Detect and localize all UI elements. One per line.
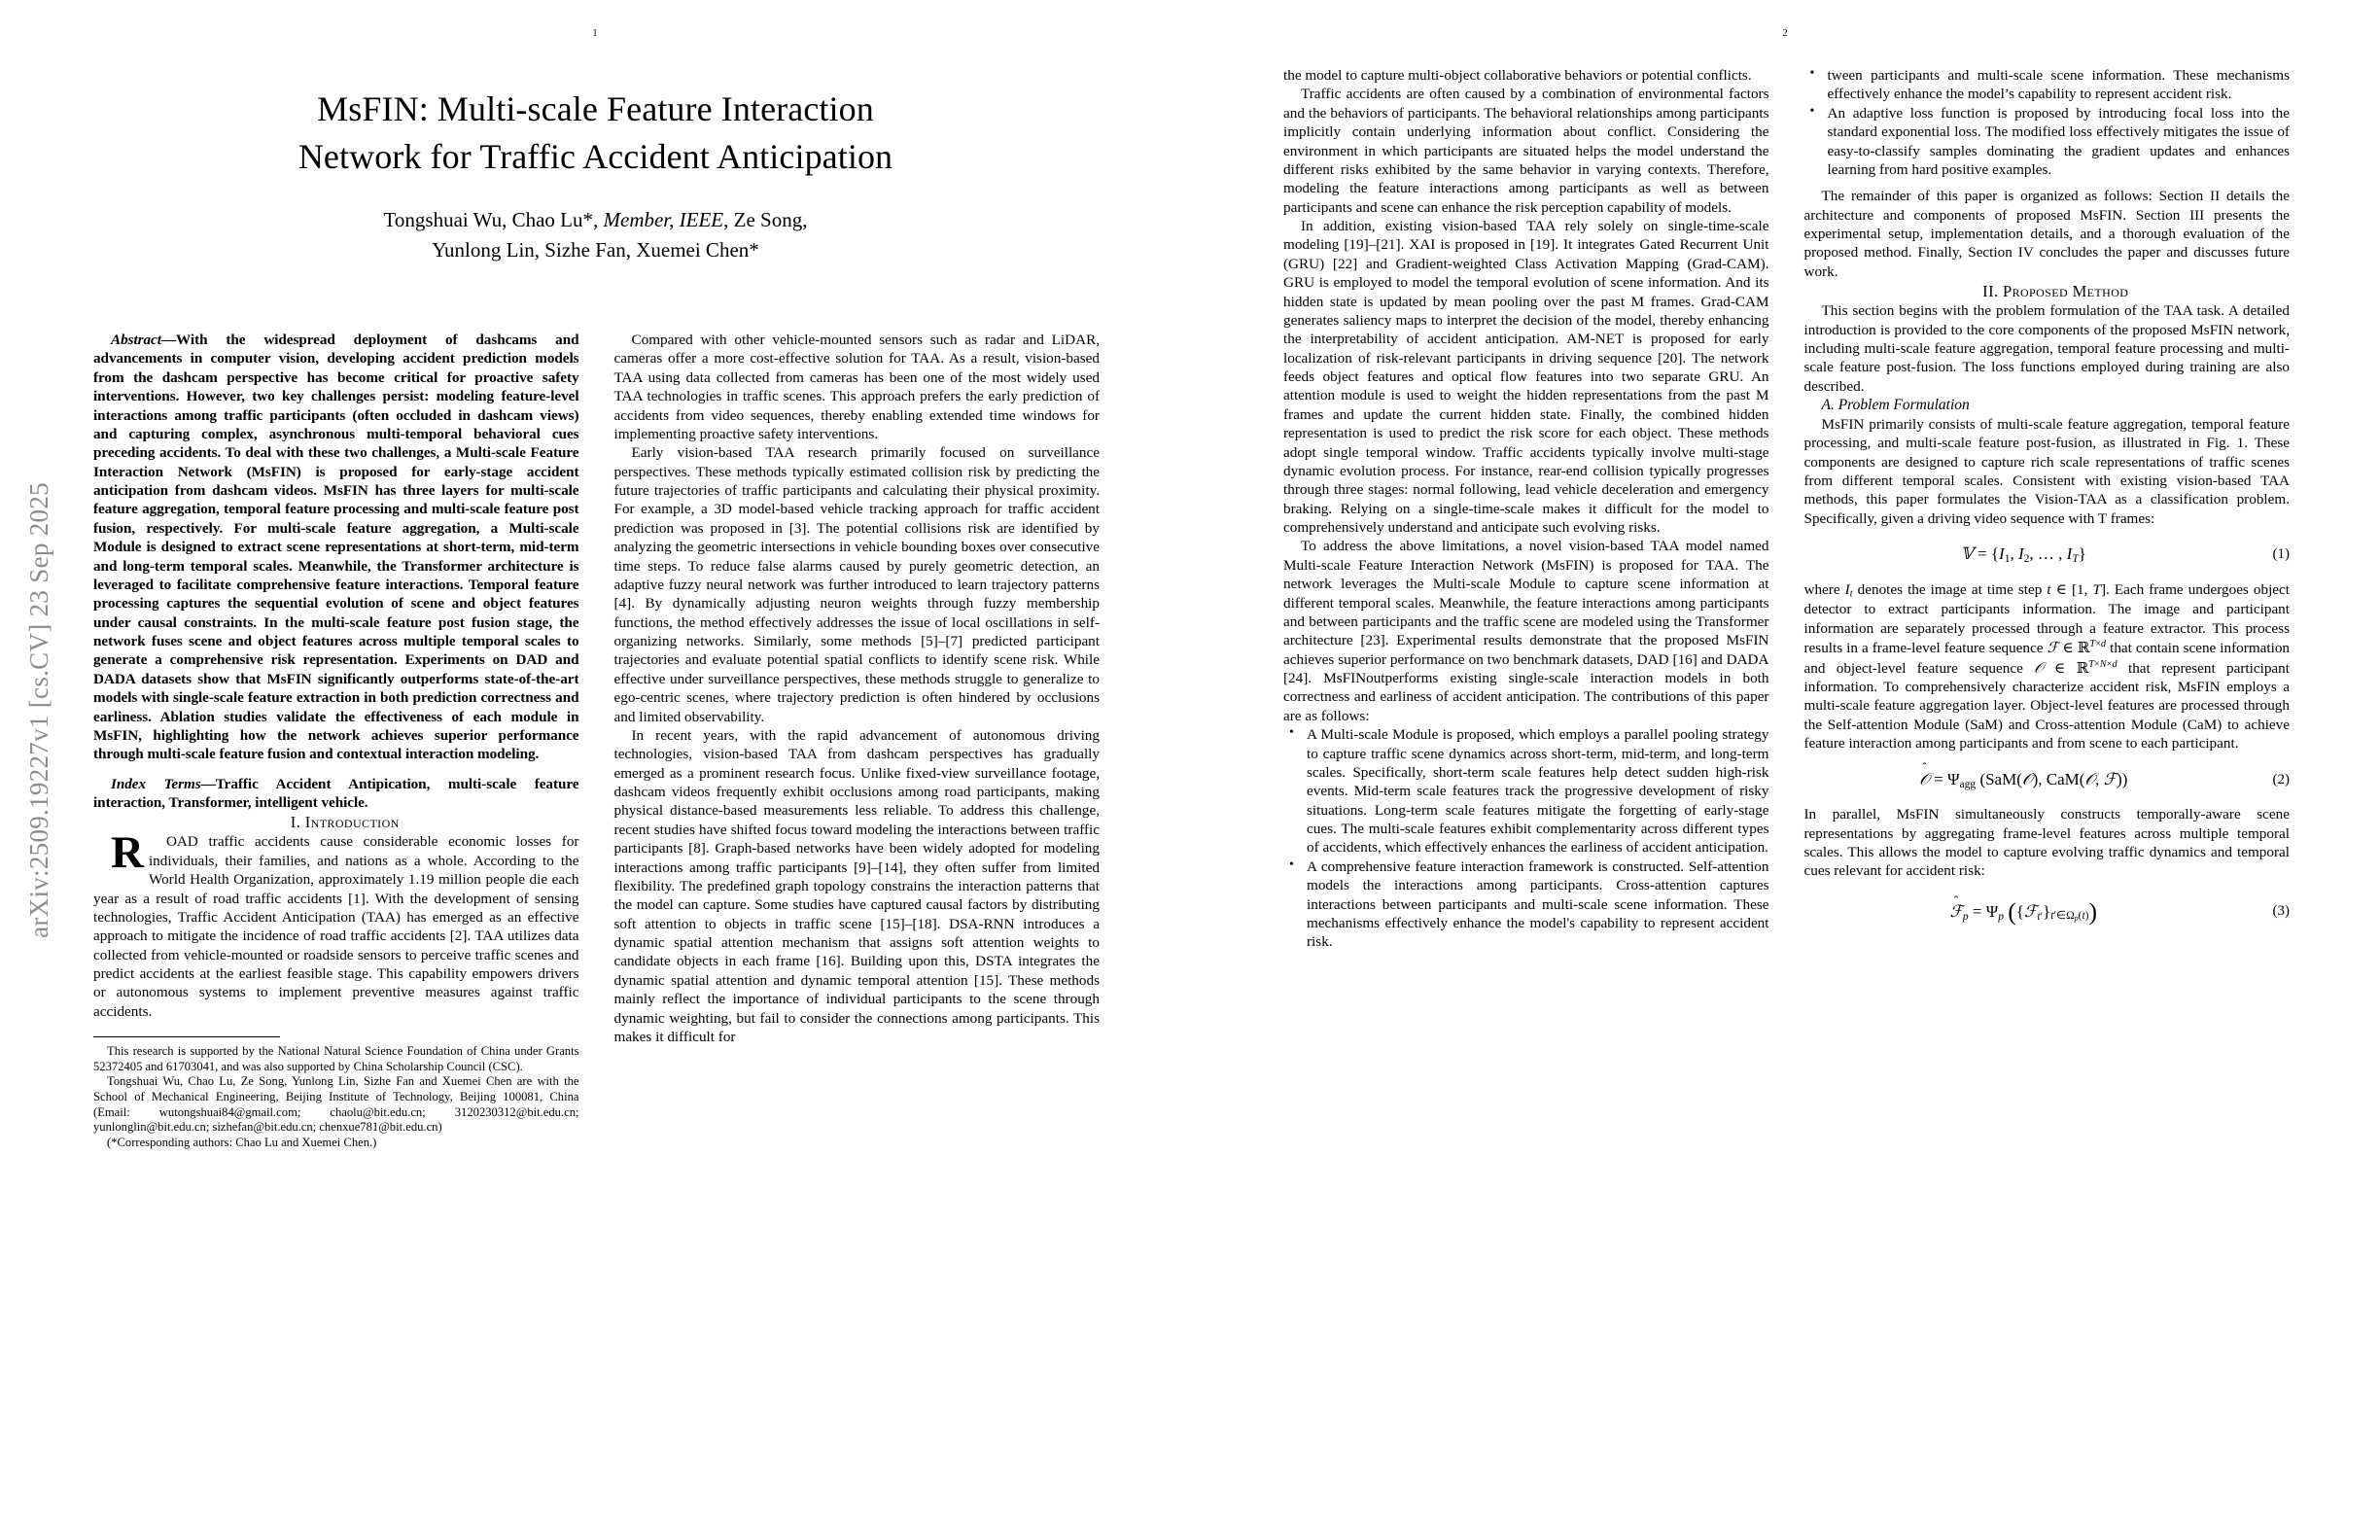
abstract-paragraph bbox=[93, 331, 579, 764]
index-terms-paragraph bbox=[93, 775, 579, 813]
p2-right-paragraph-3: MsFIN primarily consists of multi-scale feature aggregation, temporal feature processing, and multi-scale feature post-fusion, as illustrated in Fig. 1. These components are designed to capture rich scale representations of traffic scenes from different temporal scales. Consistent with existing vision-based TAA methods, this paper formulates the Vision-TAA as a classification problem. Specifically, given a driving video sequence with T frames: bbox=[1803, 415, 2290, 527]
p2-right-paragraph-2: This section begins with the problem formulation of the TAA task. A detailed introduction is provided to the core components of the proposed MsFIN network, including multi-scale feature aggregation, temporal feature processing and multi-scale feature post-fusion. The loss functions employed during training are also described. bbox=[1803, 302, 2290, 395]
equation-1 bbox=[1804, 543, 2291, 567]
footnote-block bbox=[93, 1044, 579, 1150]
equation-2 bbox=[1804, 769, 2291, 792]
equation-2-body: 𝒪 = $\Psi_{agg}$ (SaM(𝒪), CaM(𝒪, ℱ)) bbox=[1919, 769, 2128, 790]
equation-3-body: ℱ$_p$ = $\Psi_p$ $(\{ℱ_{t'}\}_{t'\in\Omega_p(t)})$ bbox=[1949, 896, 2098, 926]
equation-1-body: 𝕍 = {$I_1$, $I_2$, … , $I_T$} bbox=[1960, 544, 2086, 565]
author-line-1 bbox=[117, 205, 1074, 234]
section-heading-proposed-method: II. Proposed Method bbox=[1982, 282, 2129, 301]
page-number-2: 2 bbox=[1782, 27, 1788, 39]
intro-paragraph-1 bbox=[93, 827, 579, 1021]
paper-title-line-2: Network for Traffic Accident Anticipation bbox=[298, 136, 893, 176]
paper-title-line-1: MsFIN: Multi-scale Feature Interaction bbox=[317, 89, 874, 128]
p2-left-paragraph-1: the model to capture multi-object collaborative behaviors or potential conflicts. bbox=[1283, 67, 1752, 84]
p1-right-paragraph-2: Early vision-based TAA research primarily focused on surveillance perspectives. These methods typically estimated collision risk by predicting the future trajectories of traffic participants and calculating their physical proximity. For example, a 3D model-based vehicle tracking approach for traffic accident prediction was proposed in [3]. The potential collisions risk are identified by analyzing the geometric intersections in vehicle bounding boxes over consecutive time steps. To reduce false alarms caused by purely geometric detection, an adaptive fuzzy neural network was further introduced to learn trajectory patterns [4]. By dynamically adjusting neuron weights through fuzzy membership functions, the method effectively addresses the issue of local oscillations in self-organizing networks. Similarly, some methods [5]–[7] predicted participant trajectories and evaluate potential spatial conflicts to identify scene risk. While effective under surveillance perspectives, these methods struggle to generalize to ego-centric scenes, where trajectory prediction is often hindered by occlusions and limited observability. bbox=[613, 444, 1100, 725]
p2-right-paragraph-5: In parallel, MsFIN simultaneously constructs temporally-aware scene representations by aggregating frame-level features across multiple temporal scales. This allows the model to capture evolving traffic dynamics and temporal cues relevant for accident risk: bbox=[1803, 806, 2290, 880]
section-heading-introduction: I. Introduction bbox=[290, 813, 400, 832]
page-number-1: 1 bbox=[592, 27, 598, 39]
footnote-corresponding: (*Corresponding authors: Chao Lu and Xuemei Chen.) bbox=[107, 1135, 377, 1149]
list-item: • A comprehensive feature interaction framework is constructed. Self-attention models the interactions among participants. Cross-attention captures interactions between participants and multi-scale scene information. These mechanisms effectively enhance the model's capability to represent accident risk. bbox=[1305, 858, 1769, 952]
arxiv-stamp-text: arXiv:2509.19227v1 [cs.CV] 23 Sep 2025 bbox=[23, 481, 53, 938]
arxiv-stamp bbox=[18, 331, 60, 1089]
equation-3-tag: (3) bbox=[2272, 903, 2290, 920]
list-item: • An adaptive loss function is proposed by introducing focal loss into the standard exponential loss. The modified loss effectively mitigates the issue of easy-to-classify samples dominating the gradient updates and enhances learning from hard positive examples. bbox=[1826, 104, 2291, 180]
abstract-label: Abstract bbox=[111, 332, 161, 348]
contributions-list bbox=[1283, 725, 1769, 952]
equation-2-tag: (2) bbox=[2272, 771, 2290, 788]
bullet2-tail: tween participants and multi-scale scene information. These mechanisms effectively enhance the model’s capability to represent accident risk. bbox=[1827, 67, 2290, 103]
p2-right-paragraph-4: where $I_t$ denotes the image at time step t ∈ [1, T]. Each frame undergoes object detector to extract participants information. The image and participant information are separately processed through a feature extractor. This process results in a frame-level feature sequence ℱ ∈ ℝ$^{T\times d}$ that contain scene information and object-level feature sequence 𝒪 ∈ ℝ$^{T\times N\times d}$ that represent participant information. To comprehensively characterize accident risk, MsFIN employs a multi-scale feature aggregation layer. Object-level features are processed through the Self-attention Module (SaM) and Cross-attention Module (CaM) to achieve feature interaction among participants and from scene to each participant. bbox=[1803, 580, 2291, 752]
page-2 bbox=[1190, 0, 2380, 1540]
contributions-list-continued bbox=[1804, 66, 2291, 179]
list-item: • A Multi-scale Module is proposed, which employs a parallel pooling strategy to capture traffic scene dynamics across short-term, mid-term, and long-term scales. Specifically, short-term scale features help detect sudden high-risk events. Mid-term scale features track the progressive development of risky situations. Long-term scale features mitigate the forgetting of early-stage cues. The multi-scale features exhibit complementarity across different types of accidents, which effectively enhances the earliness of accident anticipation. bbox=[1305, 725, 1769, 858]
author-list bbox=[117, 205, 1074, 264]
page-1-columns bbox=[93, 331, 1100, 1488]
p1-right-paragraph-3: In recent years, with the rapid advancement of autonomous driving technologies, vision-based TAA from dashcam perspectives has gradually emerged as a prominent research focus. Unlike fixed-view surveillance footage, dashcam videos frequently exhibit occlusions among road participants, making physical distance-based measurements less reliable. To address this challenge, recent studies have shifted focus toward modeling the interactions between traffic participants [8]. Graph-based networks have been widely adopted for modeling interactions among traffic participants [9]–[14], they often suffer from limited flexibility. The predefined graph topology constrains the interaction patterns that the model can capture. Some studies have captured causal factors by distributing soft attention to objects in traffic scene [15]–[18]. DSA-RNN introduces a dynamic spatial attention mechanism that assigns soft attention weights to candidate objects in each frame [16]. Building upon this, DSTA integrates the dynamic spatial attention and dynamic temporal attention [15]. These methods mainly reflect the importance of individual participants to the scene through dynamic weighting, but fail to consider the connections among participants. This makes it difficult for bbox=[613, 726, 1100, 1045]
abstract-text: —With the widespread deployment of dashcams and advancements in computer vision, developing accident prediction models from the dashcam perspective has become critical for proactive safety interventions. However, two key challenges persist: modeling feature-level interactions among traffic participants (often occluded in dashcam views) and capturing complex, asynchronous multi-temporal behavioral cues preceding accidents. To deal with these two challenges, a Multi-scale Feature Interaction Network (MsFIN) is proposed for early-stage accident anticipation from dashcam videos. MsFIN has three layers for multi-scale feature aggregation, temporal feature processing and multi-scale feature post fusion, respectively. For multi-scale feature aggregation, a Multi-scale Module is designed to extract scene representations at short-term, mid-term and long-term temporal scales. Meanwhile, the Transformer architecture is leveraged to facilitate comprehensive feature interactions. Temporal feature processing captures the sequential evolution of scene and object features under causal constraints. In the multi-scale feature post fusion stage, the network fuses scene and object features across multiple temporal scales to generate a comprehensive risk representation. Experiments on DAD and DADA datasets show that MsFIN significantly outperforms state-of-the-art models with single-scale feature extraction in both prediction correctness and earliness. Ablation studies validate the effectiveness of each module in MsFIN, highlighting how the network achieves superior performance through multi-scale feature fusion and contextual interaction modeling. bbox=[93, 332, 579, 763]
footnote-rule bbox=[93, 1036, 280, 1037]
page-1-left-column bbox=[93, 331, 579, 1488]
footnote-funding: This research is supported by the National Natural Science Foundation of China under Grants 52372405 and 61703041, and was also supported by China Scholarship Council (CSC). bbox=[93, 1044, 579, 1073]
list-item-continuation bbox=[1826, 66, 2291, 104]
author-line-2: Yunlong Lin, Sizhe Fan, Xuemei Chen* bbox=[432, 237, 759, 262]
p1-right-paragraph-1: Compared with other vehicle-mounted sensors such as radar and LiDAR, cameras offer a more cost-effective solution for TAA. As a result, vision-based TAA using data collected from cameras has been one of the most widely used TAA technologies in traffic scenes. This approach prefers the early prediction of accidents from video sequences, thereby enabling extended time windows for implementing proactive safety interventions. bbox=[613, 332, 1100, 442]
intro-paragraph-1-text: OAD traffic accidents cause considerable economic losses for individuals, their families, and nations as a whole. According to the World Health Organization, approximately 1.19 million people die each year as a result of road traffic accidents [1]. With the development of sensing technologies, Traffic Accident Anticipation (TAA) has emerged as an effective approach to mitigate the incidence of road traffic accidents [2]. TAA utilizes data collected from vehicle-mounted or roadside sensors to perceive traffic scenes and predict accidents at the earliest feasible stage. This capability empowers drivers or autonomous systems to implement preventive measures against traffic accidents. bbox=[93, 833, 579, 1020]
page-2-right-column bbox=[1804, 66, 2291, 1486]
index-terms-text: —Traffic Accident Antipication, multi-scale feature interaction, Transformer, intelligent vehicle. bbox=[93, 775, 579, 811]
author-names-a: Tongshuai Wu, Chao Lu*, bbox=[383, 208, 599, 232]
title-block bbox=[117, 86, 1074, 264]
p2-left-paragraph-3: In addition, existing vision-based TAA rely solely on single-time-scale modeling [19]–[21]. XAI is proposed in [19]. It integrates Gated Recurrent Unit (GRU) [22] and Gradient-weighted Class Activation Mapping (Grad-CAM). GRU is employed to model the temporal evolution of scene information. And its hidden state is updated by mean pooling over the past M frames. Grad-CAM generates saliency maps to interpret the decision of the model, thereby enhancing the interpretability of accident anticipation. AM-NET is proposed for early localization of risk-relevant participants in driving sequence [20]. The network feeds object features and optical flow features into two separate GRU. An attention module is used to weight the hidden representations from the past M frames and update the current hidden state. Finally, the combined hidden representation is used to predict the risk score for each object. These methods adopt single temporal window. Traffic accidents typically involve multi-stage dynamic evolution process. For instance, rear-end collision typically progresses through three stages: normal following, lead vehicle deceleration and emergency braking. Relying on a single-time-scale makes it difficult for the model to comprehensively understand and anticipate such evolving risks. bbox=[1283, 218, 1769, 536]
p2-left-paragraph-4: To address the above limitations, a novel vision-based TAA model named Multi-scale Feature Interaction Network (MsFIN) is proposed for TAA. The network leverages the Multi-scale Module to capture scene information at different temporal scales. Meanwhile, the feature interactions among participants and between participants and the traffic scene are modeled using the Transformer architecture [23]. Experimental results demonstrate that the proposed MsFIN achieves superior performance on two benchmark datasets, DAD [16] and DADA [24]. MsFINoutperforms existing single-scale interaction models in both correctness and earliness of accident anticipation. The contributions of this paper are as follows: bbox=[1283, 538, 1769, 724]
author-names-b: Ze Song, bbox=[733, 208, 808, 232]
equation-1-tag: (1) bbox=[2272, 546, 2290, 563]
page-2-left-column bbox=[1283, 66, 1769, 1486]
page-2-columns bbox=[1283, 66, 2290, 1486]
page-title bbox=[117, 86, 1074, 180]
footnote-affiliation: Tongshuai Wu, Chao Lu, Ze Song, Yunlong Lin, Sizhe Fan and Xuemei Chen are with the School of Mechanical Engineering, Beijing Institute of Technology, Beijing 100081, China (Email: wutongshuai84@gmail.com; chaolu@bit.edu.cn; 3120230312@bit.edu.cn; yunlonglin@bit.edu.cn; sizhefan@bit.edu.cn; chenxue781@bit.edu.cn) bbox=[93, 1074, 579, 1135]
page-1-right-column bbox=[614, 331, 1101, 1488]
p2-right-paragraph-1: The remainder of this paper is organized as follows: Section II details the architecture and components of proposed MsFIN. Section III presents the experimental setup, implementation details, and a thorough evaluation of the proposed method. Finally, Section IV concludes the paper and discusses future work. bbox=[1803, 188, 2290, 280]
drop-cap: R bbox=[111, 827, 144, 879]
p2-left-paragraph-2: Traffic accidents are often caused by a combination of environmental factors and the behaviors of participants. The behavioral relationships among participants implicitly contain underlying information about conflict. Considering the environment in which participants are situated helps the model understand the different risks exhibited by the same behavior in varying contexts. Therefore, modeling the feature interactions among participants as well as between participants and scene can enhance the risk perception capability of models. bbox=[1283, 86, 1769, 216]
subsection-heading-problem-formulation: A. Problem Formulation bbox=[1821, 397, 1970, 414]
index-terms-label: Index Terms bbox=[111, 775, 201, 792]
author-membership: Member, IEEE, bbox=[603, 208, 729, 232]
equation-3 bbox=[1804, 896, 2291, 928]
